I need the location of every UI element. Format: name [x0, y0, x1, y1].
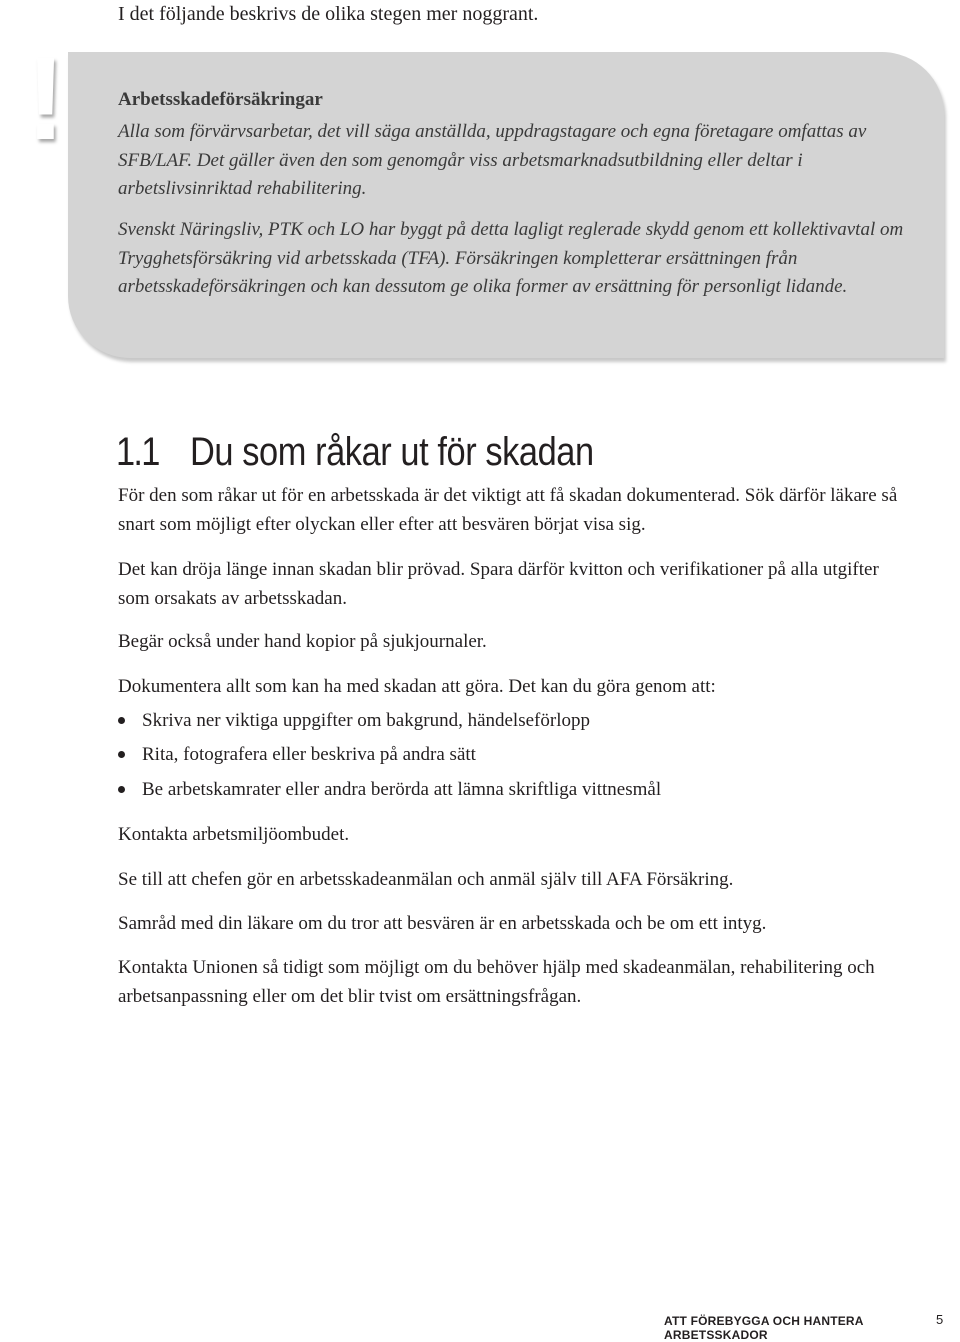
section-heading: Du som råkar ut för skadan — [190, 430, 594, 474]
bullet-icon — [118, 717, 125, 724]
paragraph-contact-unionen: Kontakta Unionen så tidigt som möjligt om du behöver hjälp med skadeanmälan, rehabilitering och arbetsanpassning eller om det blir tvist om ersättningsfrågan. — [118, 957, 875, 1007]
list-item-text: Be arbetskamrater eller andra berörda att lämna skriftliga vittnesmål — [142, 779, 662, 800]
paragraph-report-injury: Se till att chefen gör en arbetsskadeanmälan och anmäl själv till AFA Försäkring. — [118, 869, 734, 890]
section-number: 1.1 — [116, 430, 159, 474]
paragraph-journal-copies: Begär också under hand kopior på sjukjournaler. — [118, 631, 487, 652]
paragraph-contact-ombud: Kontakta arbetsmiljöombudet. — [118, 824, 350, 845]
footer-title: ATT FÖREBYGGA OCH HANTERA ARBETSSKADOR — [664, 1314, 864, 1342]
callout-paragraph-2: Svenskt Näringsliv, PTK och LO har byggt på detta lagligt reglerade skydd genom ett kollektivavtal om Trygghetsförsäkring vid arbetsskada (TFA). Försäkringen kompletterar ersättningen från arbetsskadeförsäkringen och kan dessutom ge olika former av ersättning för personligt lidande. — [118, 219, 904, 297]
paragraph-document-all: Dokumentera allt som kan ha med skadan att göra. Det kan du göra genom att: — [118, 676, 716, 697]
page-number: 5 — [936, 1312, 944, 1327]
paragraph-consult-doctor: Samråd med din läkare om du tror att besvären är en arbetsskada och be om ett intyg. — [118, 913, 767, 934]
list-item-text: Skriva ner viktiga uppgifter om bakgrund, händelseförlopp — [142, 710, 590, 731]
exclamation-icon: ! — [26, 33, 66, 165]
callout-title: Arbetsskadeförsäkringar — [118, 89, 323, 110]
callout-paragraph-1: Alla som förvärvsarbetar, det vill säga anställda, uppdragstagare och egna företagare omfattas av SFB/LAF. Det gäller även den som genomgår viss arbetsmarknadsutbildning eller deltar i arbetslivsinriktad rehabilitering. — [118, 121, 867, 199]
bullet-icon — [118, 786, 125, 793]
paragraph-document-injury: För den som råkar ut för en arbetsskada är det viktigt att få skadan dokumenterad. Sök därför läkare så snart som möjligt efter olyckan eller efter att besvären börjat visa sig. — [118, 485, 898, 535]
paragraph-save-receipts: Det kan dröja länge innan skadan blir prövad. Spara därför kvitton och verifikationer på alla utgifter som orsakats av arbetsskadan. — [118, 559, 879, 609]
bullet-icon — [118, 751, 125, 758]
intro-text: I det följande beskrivs de olika stegen mer noggrant. — [118, 3, 539, 25]
list-item-text: Rita, fotografera eller beskriva på andra sätt — [142, 744, 476, 765]
